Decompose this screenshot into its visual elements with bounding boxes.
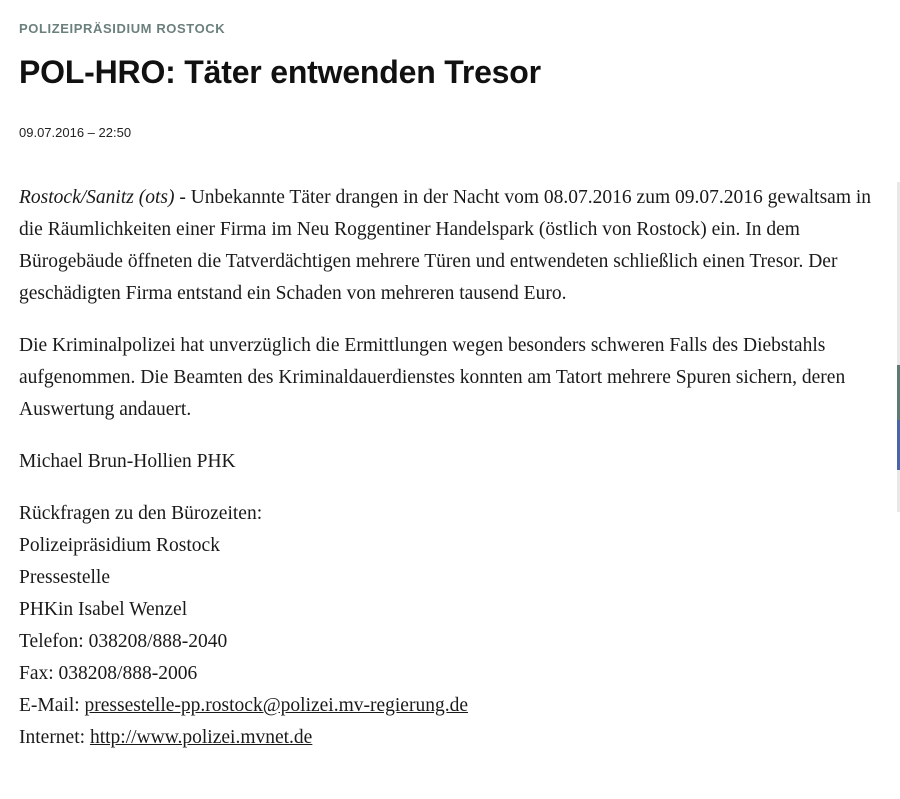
contact-email-line [19,690,889,722]
email-link[interactable]: pressestelle-pp.rostock@polizei.mv-regierung.de [84,695,468,716]
contact-block [19,498,889,754]
contact-person: PHKin Isabel Wenzel [19,599,188,620]
source-label[interactable]: POLIZEIPRÄSIDIUM ROSTOCK [19,21,226,36]
contact-fax: Fax: 038208/888-2006 [19,663,198,684]
paragraph-1 [19,182,889,310]
contact-org: Polizeipräsidium Rostock [19,535,220,556]
contact-internet-line [19,722,889,754]
paragraph-1-text: - Unbekannte Täter drangen in der Nacht vom 08.07.2016 zum 09.07.2016 gewaltsam in die Räumlichkeiten einer Firma im Neu Roggentiner Handelspark (östlich von Rostock) ein. In dem Bürogebäude öffneten die Tatverdächtigen mehrere Türen und entwendeten schließlich einen Tresor. Der geschädigten Firma entstand ein Schaden von mehreren tausend Euro. [19,187,872,304]
internet-label: Internet: [19,727,90,748]
contact-intro: Rückfragen zu den Bürozeiten: [19,503,263,524]
author-line: Michael Brun-Hollien PHK [19,451,236,472]
email-label: E-Mail: [19,695,85,716]
contact-phone: Telefon: 038208/888-2040 [19,631,228,652]
paragraph-2: Die Kriminalpolizei hat unverzüglich die Ermittlungen wegen besonders schweren Falls des Diebstahls aufgenommen. Die Beamten des Kriminaldauerdienstes konnten am Tatort mehrere Spuren sichern, deren Auswertung andauert. [19,335,846,420]
page-title: POL-HRO: Täter entwenden Tresor [19,54,541,90]
publish-datetime: 09.07.2016 – 22:50 [19,125,132,140]
dateline-place: Rostock/Sanitz (ots) [19,187,175,208]
article-body [19,182,889,754]
contact-dept: Pressestelle [19,567,110,588]
internet-link[interactable]: http://www.polizei.mvnet.de [89,727,313,748]
